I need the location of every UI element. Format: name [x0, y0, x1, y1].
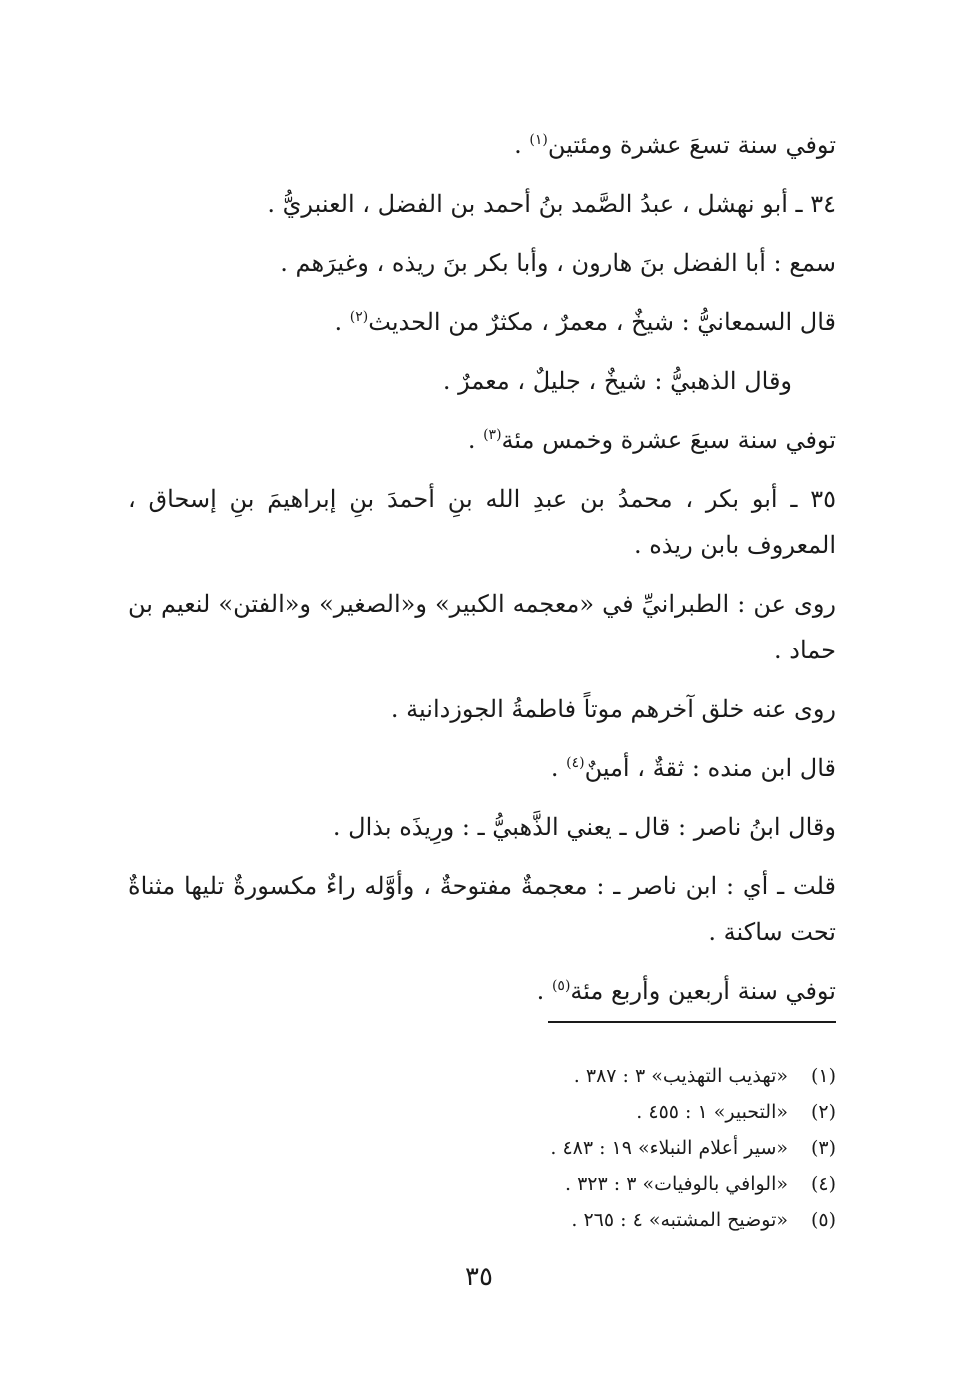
footnote	[400, 1130, 836, 1166]
paragraph	[128, 968, 836, 1014]
footnote-ref: (١)	[529, 132, 548, 148]
footnote-number: (٥)	[810, 1209, 836, 1231]
paragraph	[128, 581, 836, 673]
footnote-number: (٤)	[810, 1173, 836, 1195]
paragraph-text: قال ابن منده : ثقةٌ ، أمينٌ	[584, 754, 836, 782]
paragraph-text: روى عن : الطبرانيِّ في «معجمه الكبير» و«الصغير» و«الفتن» لنعيم بن حماد .	[128, 590, 836, 664]
paragraph-tail: .	[536, 977, 552, 1005]
footnote-number: (١)	[810, 1065, 836, 1087]
paragraph-text: قال السمعانيُّ : شيخٌ ، معمرٌ ، مكثرٌ من الحديث	[368, 308, 836, 336]
paragraph	[128, 358, 836, 404]
footnote	[400, 1058, 836, 1094]
paragraph-tail: .	[550, 754, 567, 782]
footnote-ref: (٥)	[551, 978, 571, 994]
footnote-text: «سير أعلام النبلاء» ١٩ : ٤٨٣ .	[550, 1137, 788, 1159]
footnotes	[400, 1058, 836, 1238]
paragraph	[128, 299, 836, 345]
paragraph-text: سمع : أبا الفضل بنَ هارون ، وأبا بكر بنَ ريذه ، وغيرَهم .	[280, 249, 836, 277]
paragraph	[128, 745, 836, 791]
paragraph-text: توفي سنة أربعين وأربع مئة	[570, 977, 836, 1005]
footnote-text: «الوافي بالوفيات» ٣ : ٣٢٣ .	[564, 1173, 788, 1195]
paragraph	[128, 476, 836, 568]
main-text	[128, 122, 836, 1027]
footnote-ref: (٤)	[566, 755, 585, 771]
paragraph	[128, 181, 836, 227]
paragraph	[128, 686, 836, 732]
paragraph-text: توفي سنة سبعَ عشرة وخمس مئة	[501, 426, 836, 454]
footnote-ref: (٢)	[349, 309, 369, 325]
paragraph	[128, 122, 836, 168]
paragraph-text: روى عنه خلق آخرهم موتاً فاطمةُ الجوزدانية .	[390, 695, 836, 723]
paragraph-text: توفي سنة تسعَ عشرة ومئتين	[547, 131, 836, 159]
footnote-number: (٣)	[810, 1137, 836, 1159]
paragraph-text: ٣٤ ـ أبو نهشل ، عبدُ الصَّمد بنُ أحمد بن الفضل ، العنبريُّ .	[267, 190, 836, 218]
footnote-text: «تهذيب التهذيب» ٣ : ٣٨٧ .	[573, 1065, 788, 1087]
paragraph-text: وقال الذهبيُّ : شيخٌ ، جليلٌ ، معمرٌ .	[442, 367, 792, 395]
paragraph	[128, 417, 836, 463]
footnote	[400, 1202, 836, 1238]
footnote-text: «التحبير» ١ : ٤٥٥ .	[636, 1101, 788, 1123]
paragraph	[128, 240, 836, 286]
paragraph-text: قلت ـ أي : ابن ناصر ـ : معجمةٌ مفتوحةٌ ، وأوَّله راءٌ مكسورةٌ تليها مثناةٌ تحت ساكنة .	[128, 872, 836, 946]
paragraph-text: ٣٥ ـ أبو بكر ، محمدُ بن عبدِ الله بنِ أحمدَ بنِ إبراهيمَ بنِ إسحاق ، المعروف بابن ريذه .	[128, 485, 836, 559]
paragraph-tail: .	[514, 131, 530, 159]
footnote	[400, 1166, 836, 1202]
paragraph	[128, 863, 836, 955]
footnote-number: (٢)	[810, 1101, 836, 1123]
page-number: ٣٥	[465, 1262, 493, 1292]
footnote-separator	[548, 1021, 836, 1023]
paragraph-tail: .	[334, 308, 350, 336]
paragraph-text: وقال ابنُ ناصر : قال ـ يعني الذَّهبيُّ ـ : ورِيذَه بذال .	[332, 813, 836, 841]
paragraph	[128, 804, 836, 850]
footnote	[400, 1094, 836, 1130]
paragraph-tail: .	[467, 426, 484, 454]
footnote-ref: (٣)	[483, 427, 502, 443]
footnote-text: «توضيح المشتبه» ٤ : ٢٦٥ .	[571, 1209, 788, 1231]
